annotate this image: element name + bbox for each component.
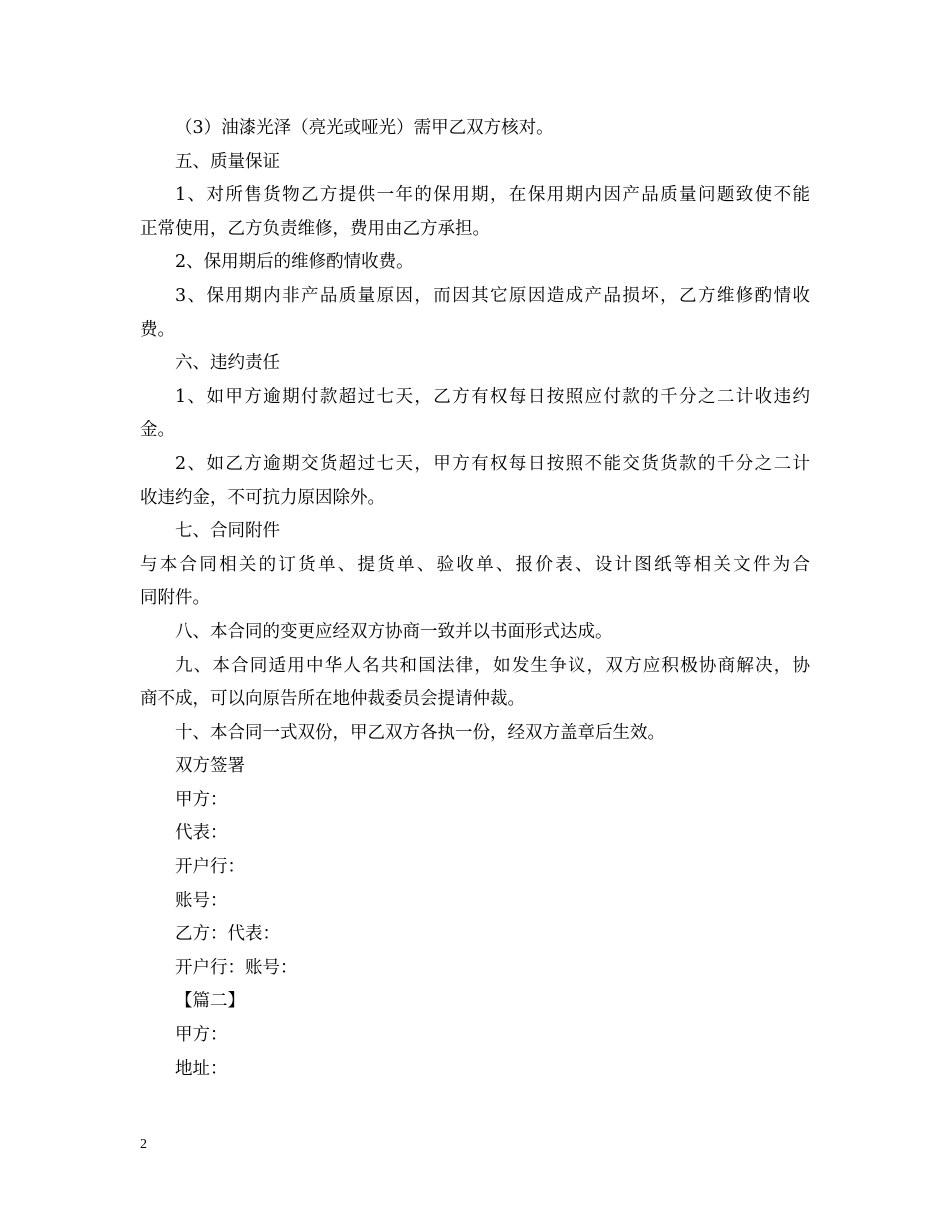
page-number: 2 (140, 1137, 147, 1152)
text-line: 开户行： (175, 857, 245, 878)
text-line: 乙方：代表： (175, 924, 280, 945)
text-line: 双方签署 (175, 756, 245, 777)
text-line: 甲方： (175, 1025, 228, 1046)
text-line: 同附件。 (140, 588, 210, 609)
text-line: 2、保用期后的维修酌情收费。 (175, 252, 414, 273)
text-line: 六、违约责任 (175, 353, 280, 374)
text-line: 费。 (140, 319, 175, 340)
text-line: 开户行：账号： (175, 957, 298, 978)
text-line: 账号： (175, 890, 228, 911)
text-line: 地址： (175, 1058, 228, 1079)
text-line: 1、如甲方逾期付款超过七天，乙方有权每日按照应付款的千分之二计收违约 (175, 386, 810, 407)
text-line: 收违约金，不可抗力原因除外。 (140, 487, 385, 508)
text-line: 金。 (140, 420, 175, 441)
text-line: （3）油漆光泽（亮光或哑光）需甲乙双方核对。 (175, 118, 554, 138)
text-line: 八、本合同的变更应经双方协商一致并以书面形式达成。 (175, 621, 613, 642)
text-line: 1、对所售货物乙方提供一年的保用期，在保用期内因产品质量问题致使不能 (175, 185, 810, 206)
text-line: 五、质量保证 (175, 151, 280, 172)
text-line: 2、如乙方逾期交货超过七天，甲方有权每日按照不能交货货款的千分之二计 (175, 453, 810, 474)
text-line: 正常使用，乙方负责维修，费用由乙方承担。 (140, 218, 490, 239)
text-line: 九、本合同适用中华人名共和国法律，如发生争议，双方应积极协商解决，协 (175, 655, 810, 676)
text-line: 与本合同相关的订货单、提货单、验收单、报价表、设计图纸等相关文件为合 (140, 554, 810, 575)
text-line: 【篇二】 (175, 991, 245, 1012)
text-line: 七、合同附件 (175, 521, 280, 542)
text-line: 十、本合同一式双份，甲乙双方各执一份，经双方盖章后生效。 (175, 722, 665, 743)
text-line: 甲方： (175, 789, 228, 810)
text-line: 3、保用期内非产品质量原因，而因其它原因造成产品损坏，乙方维修酌情收 (175, 285, 810, 306)
text-line: 商不成，可以向原告所在地仲裁委员会提请仲裁。 (140, 689, 525, 710)
document-body (140, 112, 810, 1086)
text-line: 代表： (175, 823, 228, 844)
